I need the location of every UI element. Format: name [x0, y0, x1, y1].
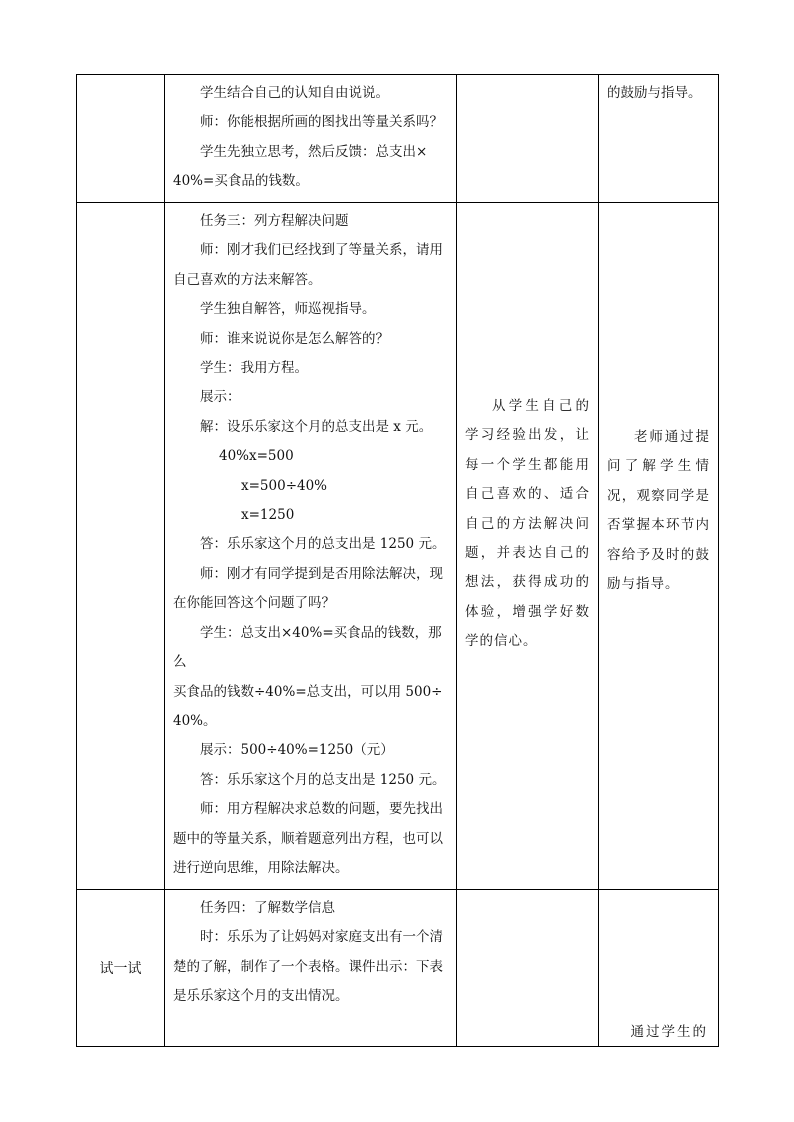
text-line: 师：谁来说说你是怎么解答的？ [200, 330, 389, 347]
text-line: 题中的等量关系，顺着题意列出方程，也可以 [173, 830, 443, 847]
assessment-cell [599, 203, 719, 890]
text-line: 学生独自解答，师巡视指导。 [200, 301, 376, 318]
task-heading: 任务四：了解数学信息 [200, 900, 335, 916]
text-line: 的鼓励与指导。 [607, 85, 702, 101]
text-line: 在你能回答这个问题了吗？ [173, 595, 335, 612]
text-line: 师：刚才我们已经找到了等量关系，请用 [200, 242, 443, 259]
equation-line: x=1250 [241, 507, 295, 524]
text-line: 师：用方程解决求总数的问题，要先找出 [200, 801, 443, 818]
intent-cell [457, 75, 599, 203]
section-label-cell [77, 890, 165, 1047]
intent-cell [457, 890, 599, 1047]
table-row [77, 203, 719, 890]
assessment-text: 通过学生的 [630, 1024, 708, 1040]
table-row [77, 890, 719, 1047]
text-line: 40%。 [173, 712, 217, 729]
assessment-cell [599, 75, 719, 203]
process-cell [165, 203, 457, 890]
equation-line: 40%x=500 [219, 448, 294, 465]
text-line: 解：设乐乐家这个月的总支出是 x 元。 [200, 418, 433, 435]
text-line: 学生先独立思考，然后反馈：总支出× [200, 143, 428, 160]
text-line: 40%=买食品的钱数。 [173, 173, 309, 190]
assessment-cell [599, 890, 719, 1047]
section-label: 试一试 [99, 961, 142, 977]
intent-cell [457, 203, 599, 890]
lesson-plan-table [76, 74, 719, 1047]
text-line: 展示：500÷40%=1250（元） [200, 742, 394, 759]
equation-line: x=500÷40% [241, 477, 328, 494]
section-label-cell [77, 75, 165, 203]
text-line: 买食品的钱数÷40%=总支出，可以用 500÷ [173, 683, 443, 700]
text-line: 答：乐乐家这个月的总支出是 1250 元。 [200, 771, 446, 788]
section-label-cell [77, 203, 165, 890]
text-line: 是乐乐家这个月的支出情况。 [173, 988, 349, 1005]
process-cell [165, 75, 457, 203]
text-line: 学生：我用方程。 [200, 360, 308, 377]
text-line: 时：乐乐为了让妈妈对家庭支出有一个清 [200, 929, 443, 946]
text-line: 自己喜欢的方法来解答。 [173, 271, 322, 288]
intent-text: 从学生自己的学习经验出发，让每一个学生都能用自己喜欢的、适合自己的方法解决问题，并表达自己的想法，获得成功的体验，增强学好数学的信心。 [465, 398, 590, 650]
text-line: 答：乐乐家这个月的总支出是 1250 元。 [200, 536, 446, 553]
text-line: 楚的了解，制作了一个表格。课件出示：下表 [173, 958, 443, 975]
text-line: 进行逆向思维，用除法解决。 [173, 859, 349, 876]
text-line: 展示： [200, 389, 241, 406]
text-line: 学生：总支出×40%=买食品的钱数，那么 [173, 624, 442, 671]
text-line: 师：刚才有同学提到是否用除法解决，现 [200, 565, 443, 582]
process-cell [165, 890, 457, 1047]
text-line: 学生结合自己的认知自由说说。 [200, 85, 389, 101]
assessment-text: 老师通过提问了解学生情况，观察同学是否掌握本环节内容给予及时的鼓励与指导。 [607, 429, 710, 593]
task-heading: 任务三：列方程解决问题 [200, 213, 349, 229]
table-row [77, 75, 719, 203]
text-line: 师：你能根据所画的图找出等量关系吗？ [200, 114, 443, 131]
